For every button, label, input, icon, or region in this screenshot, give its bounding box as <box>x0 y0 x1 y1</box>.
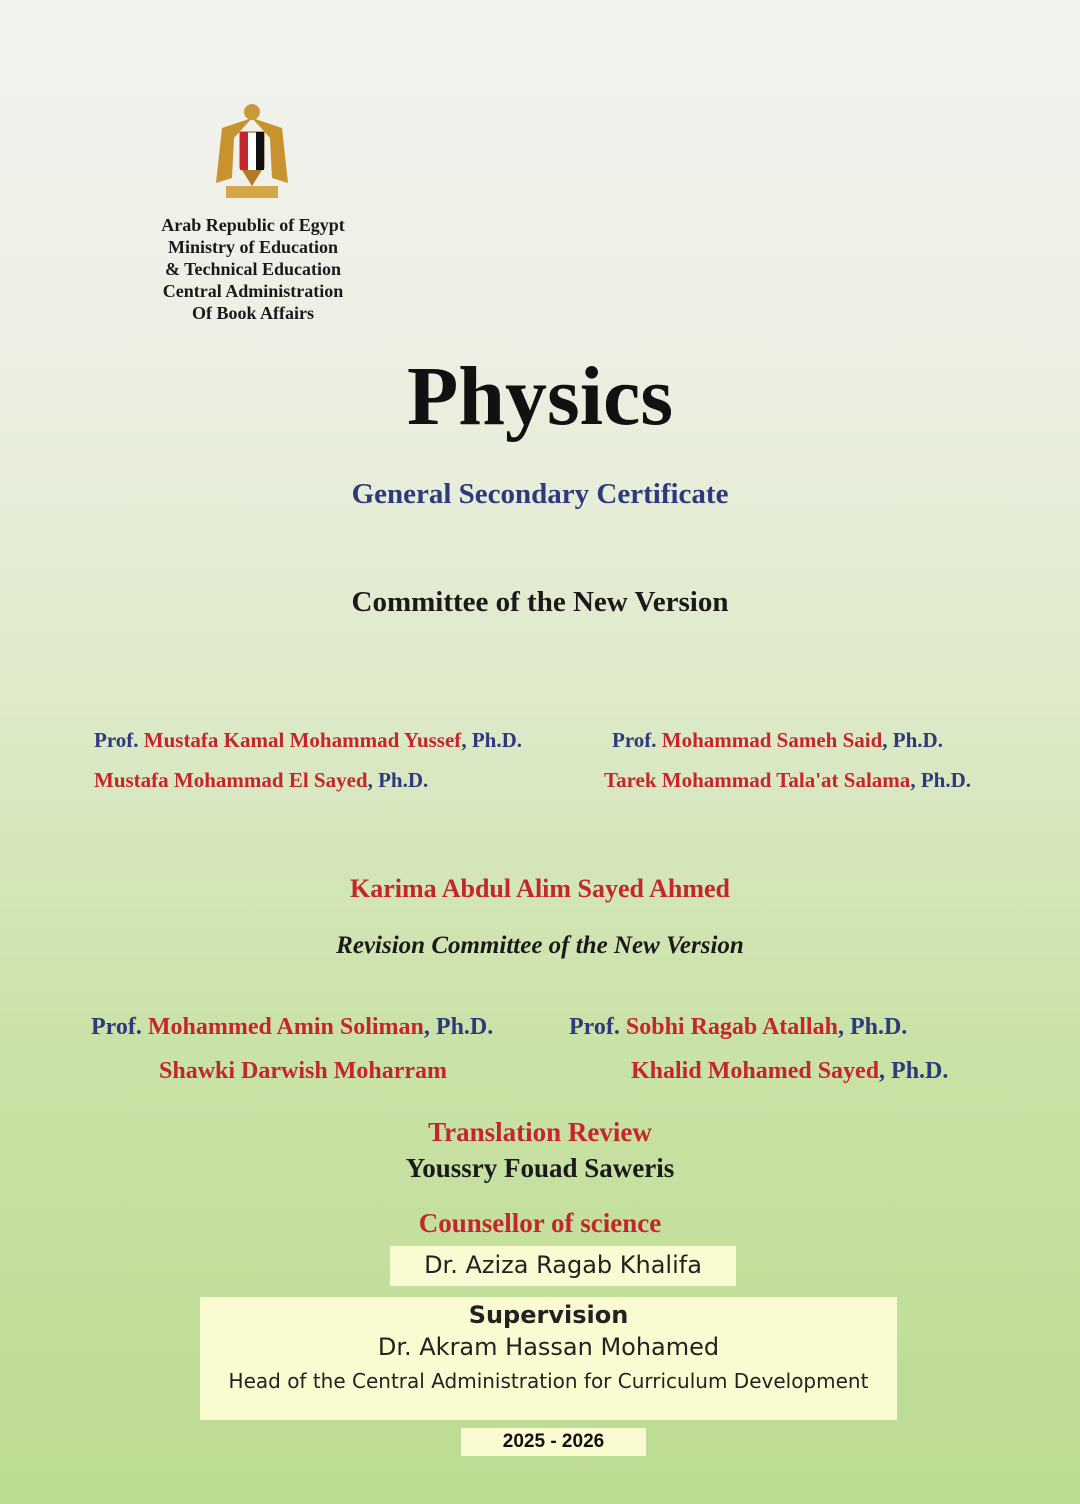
revision-heading: Revision Committee of the New Version <box>336 932 744 959</box>
member-suffix: , Ph.D. <box>837 1014 908 1040</box>
member-name: Khalid Mohamed Sayed <box>631 1058 880 1084</box>
member-name: Sobhi Ragab Atallah <box>625 1014 838 1040</box>
ministry-line: Central Administration <box>162 281 344 301</box>
committee-member <box>94 728 522 753</box>
ministry-block <box>140 214 366 324</box>
academic-year: 2025 - 2026 <box>461 1428 646 1456</box>
revision-member <box>159 1058 447 1085</box>
counsellor-heading: Counsellor of science <box>418 1208 662 1238</box>
member-name: Shawki Darwish Moharram <box>159 1058 448 1084</box>
revision-member <box>631 1058 948 1085</box>
supervision-box <box>200 1297 897 1420</box>
member-suffix: , Ph.D. <box>461 728 522 752</box>
revision-member <box>569 1014 907 1041</box>
member-suffix: , Ph.D. <box>423 1014 494 1040</box>
egypt-eagle-emblem-icon <box>212 98 292 208</box>
committee-member <box>604 768 971 793</box>
book-title: Physics <box>406 350 674 443</box>
committee-heading: Committee of the New Version <box>351 586 729 618</box>
supervision-role: Head of the Central Administration for Curriculum Development <box>228 1369 869 1393</box>
translation-name: Youssry Fouad Saweris <box>405 1153 675 1183</box>
ministry-line: Of Book Affairs <box>191 303 314 323</box>
ministry-line: Arab Republic of Egypt <box>161 215 345 235</box>
member-suffix: , Ph.D. <box>882 728 943 752</box>
supervision-name: Dr. Akram Hassan Mohamed <box>377 1333 720 1361</box>
member-name: Mohammed Amin Soliman <box>147 1014 424 1040</box>
ministry-line: Ministry of Education <box>167 237 338 257</box>
member-suffix: , Ph.D. <box>367 768 429 792</box>
member-name: Mustafa Kamal Mohammad Yussef <box>143 728 462 752</box>
committee-member <box>94 768 428 793</box>
member-suffix: , Ph.D. <box>879 1058 949 1084</box>
translation-heading: Translation Review <box>428 1117 652 1147</box>
revision-member <box>91 1014 493 1041</box>
member-prefix: Prof. <box>612 728 662 752</box>
ministry-line: & Technical Education <box>164 259 342 279</box>
member-name: Mohammad Sameh Said <box>661 728 883 752</box>
member-suffix: , Ph.D. <box>910 768 971 792</box>
member-name: Mustafa Mohammad El Sayed <box>94 768 368 792</box>
member-prefix: Prof. <box>91 1014 148 1040</box>
member-name: Tarek Mohammad Tala'at Salama <box>604 768 911 792</box>
committee-member <box>0 874 1080 904</box>
member-prefix: Prof. <box>94 728 144 752</box>
supervision-heading: Supervision <box>468 1301 629 1329</box>
committee-member <box>612 728 943 753</box>
counsellor-name: Dr. Aziza Ragab Khalifa <box>390 1246 736 1286</box>
book-subtitle: General Secondary Certificate <box>351 478 729 510</box>
member-name: Karima Abdul Alim Sayed Ahmed <box>350 874 730 903</box>
member-prefix: Prof. <box>569 1014 626 1040</box>
